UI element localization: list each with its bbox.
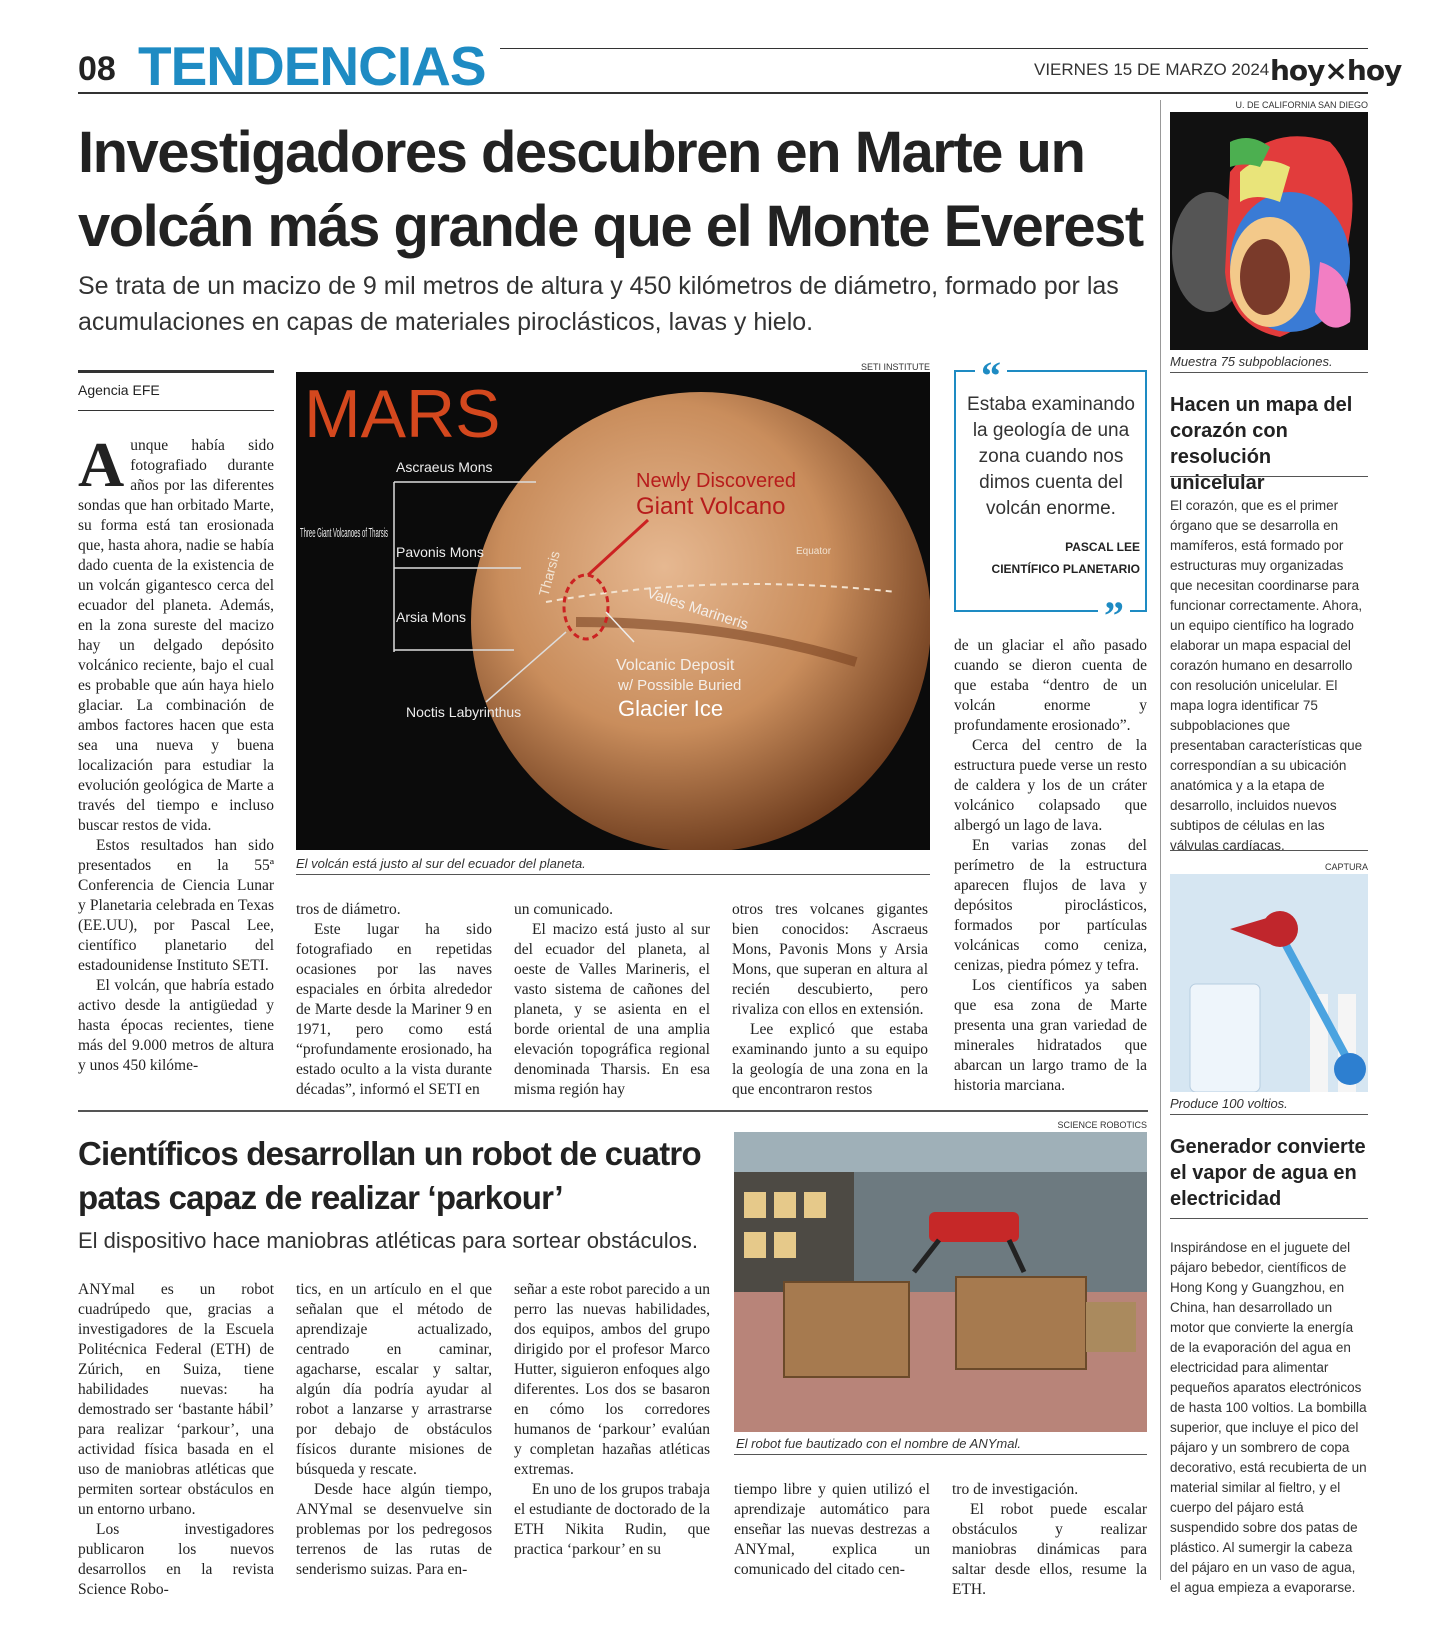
paragraph: Cerca del centro de la estructura puede verse un resto de caldera y los de un cráter volcánico colapsado que albergó un lago de lava.	[954, 737, 1147, 834]
sidebar-rule	[1170, 476, 1368, 477]
paragraph: El volcán, que habría estado activo desde la antigüedad y hasta épocas recientes, tiene más del 9.000 metros de altura y unos 450 kilóme-	[78, 977, 274, 1074]
issue-date: VIERNES 15 DE MARZO 2024	[1034, 60, 1270, 79]
mars-illustration	[296, 372, 930, 850]
paragraph: tros de diámetro.	[296, 901, 401, 918]
paragraph: En uno de los grupos trabaja el estudiante de doctorado de la ETH Nikita Rudin, que practica ‘parkour’ en su	[514, 1481, 710, 1558]
sidebar-body-2: Inspirándose en el juguete del pájaro bebedor, científicos de Hong Kong y Guangzhou, en China, han desarrollado un motor que convierte la energía de la evaporación del agua en electricidad para alimentar pequeños aparatos electrónicos de hasta 100 voltios. La bombilla superior, que incluye el pico del pájaro y un sombrero de copa decorativo, está recubierta de un material similar al fieltro, y el cuerpo del pájaro está suspendido sobre dos patas de plástico. Al sumergir la cabeza del pájaro en un vaso de agua, el agua empieza a evaporarse.	[1170, 1240, 1367, 1595]
drop-cap: A	[78, 429, 125, 500]
label-new-2: Giant Volcano	[636, 493, 786, 520]
robot-column-5	[952, 1480, 1147, 1600]
main-column-2	[296, 900, 492, 1100]
robot-column-1	[78, 1280, 274, 1600]
byline-rule	[78, 370, 274, 373]
page-number: 08	[78, 50, 116, 88]
label-deposit-3: Glacier Ice	[618, 696, 724, 721]
byline: Agencia EFE	[78, 382, 160, 398]
bird-generator-illustration	[1170, 874, 1368, 1092]
photo-caption: El volcán está justo al sur del ecuador del planeta.	[296, 856, 586, 871]
sidebar-rule	[1170, 1114, 1368, 1115]
mars-photo	[296, 372, 930, 850]
photo-credit: SETI INSTITUTE	[860, 362, 930, 372]
sidebar-caption-2: Produce 100 voltios.	[1170, 1096, 1288, 1111]
main-column-5	[954, 636, 1147, 1096]
robot-photo-credit: SCIENCE ROBOTICS	[1057, 1120, 1147, 1130]
label-pavonis: Pavonis Mons	[396, 544, 484, 560]
paragraph: tiempo libre y quien utilizó el aprendizaje automático para enseñar las nuevas destrezas a ANYmal, explica un comunicado del citado cen-	[734, 1481, 930, 1578]
label-noctis: Noctis Labyrinthus	[406, 704, 522, 720]
sidebar-title-2: Generador convierte el vapor de agua en electricidad	[1170, 1136, 1366, 1210]
sidebar-rule	[1170, 372, 1368, 373]
header-rule	[500, 48, 1368, 49]
main-column-4	[732, 900, 928, 1100]
heart-map-image	[1170, 112, 1368, 350]
caption-rule	[296, 874, 930, 875]
story-divider	[78, 1110, 1148, 1112]
label-arsia: Arsia Mons	[396, 609, 467, 625]
label-deposit-1: Volcanic Deposit	[616, 657, 735, 674]
paragraph: Lee explicó que estaba examinando junto a su equipo la geología de una zona en la que encontraron restos	[732, 1021, 928, 1098]
sidebar-caption-1: Muestra 75 subpoblaciones.	[1170, 354, 1333, 369]
label-new-1: Newly Discovered	[636, 470, 797, 492]
robot-caption-rule	[734, 1454, 1147, 1455]
main-headline: Investigadores descubren en Marte un volcán más grande que el Monte Everest	[78, 120, 1143, 259]
main-column-1	[78, 429, 274, 1076]
sidebar-credit-2: CAPTURA	[1324, 862, 1368, 872]
main-dek: Se trata de un macizo de 9 mil metros de altura y 450 kilómetros de diámetro, formado por las acumulaciones en capas de materiales piroclásticos, lavas y hielo.	[78, 272, 1119, 336]
paragraph: otros tres volcanes gigantes bien conocidos: Ascraeus Mons, Pavonis Mons y Arsia Mons, que superan en altura al recién descubierto, pero rivaliza con ellos en extensión.	[732, 901, 928, 1018]
paragraph: tro de investigación.	[952, 1481, 1079, 1498]
label-valles: Valles Marineris	[644, 584, 751, 634]
label-three-volcanoes: Three Giant Volcanoes of Tharsis	[300, 525, 389, 540]
paragraph: Estos resultados han sido presentados en la 55ª Conferencia de Ciencia Lunar y Planetaria celebrada en Texas (EE.UU), por Pascal Lee, científico planetario del estadounidense Instituto SETI.	[78, 837, 274, 974]
paragraph: un comunicado.	[514, 901, 614, 918]
pull-quote: Estaba examinando la geología de una zona cuando nos dimos cuenta del volcán enorme.	[967, 394, 1135, 519]
mars-planet	[471, 392, 930, 850]
paragraph: señar a este robot parecido a un perro las nuevas habilidades, dos equipos, ambos del grupo dirigido por el profesor Marco Hutter, siguieron enfoques algo diferentes. Los dos se basaron en cómo los corredores humanos de ‘parkour’ evalúan y completan hazañas atléticas extremas.	[514, 1281, 710, 1478]
robot-scene	[734, 1132, 1147, 1432]
paragraph: Este lugar ha sido fotografiado en repetidas ocasiones por las naves espaciales en órbita alrededor de Marte desde la Mariner 9 en 1971, pero como está “profundamente erosionado, ha estado oculto a la vista durante décadas”, informó el SETI en	[296, 921, 492, 1098]
sidebar-body-1: El corazón, que es el primer órgano que se desarrolla en mamíferos, está formado por estructuras muy organizadas que necesitan coordinarse para funcionar correctamente. Ahora, un equipo científico ha logrado elaborar un mapa espacial del corazón humano en desarrollo con resolución unicelular. El mapa logra identificar 75 subpoblaciones que presentaban características que correspondían a su ubicación anatómica y a la etapa de desarrollo, incluidos nuevos subtipos de células en las válvulas cardíacas.	[1170, 498, 1363, 853]
paragraph: El macizo está justo al sur del ecuador del planeta, al oeste de Valles Marineris, el vasto sistema de cañones del planeta, y se asienta en el borde oriental de una amplia elevación topográfica regional denominada Tharsis. En esa misma región hay	[514, 921, 710, 1098]
close-quote-icon: ”	[1098, 592, 1130, 639]
robot-dek: El dispositivo hace maniobras atléticas para sortear obstáculos.	[78, 1228, 698, 1253]
paragraph: Los investigadores publicaron los nuevos desarrollos en la revista Science Robo-	[78, 1521, 274, 1598]
paragraph: Los científicos ya saben que esa zona de Marte presenta una gran variedad de minerales hidratados que abarcan un largo tramo de la historia marciana.	[954, 977, 1147, 1094]
paragraph: unque había sido fotografiado durante años por las diferentes sondas que han orbitado Marte, su forma está tan erosionada que, hasta ahora, nadie se había dado cuenta de la existencia de un volcán gigantesco cerca del ecuador del planeta. Además, en la zona sureste del macizo hay un delgado depósito volcánico reciente, bajo el cual es probable que aún haya hielo glaciar. La combinación de ambos factores hacen que esta sea una nueva y buena localización para estudiar la evolución geológica de Marte a través del tiempo e incluso buscar restos de vida.	[78, 437, 274, 834]
sidebar-rule	[1170, 850, 1368, 851]
main-column-3	[514, 900, 710, 1100]
section-title: TENDENCIAS	[138, 35, 486, 97]
quote-name: PASCAL LEE	[1065, 540, 1140, 554]
header-bottom-rule	[78, 92, 1368, 94]
paragraph: En varias zonas del perímetro de la estructura aparecen flujos de lava y depósitos piroclásticos, formados por partículas volcánicas como ceniza, cenizas, piedra pómez y tefra.	[954, 837, 1147, 974]
paragraph: Desde hace algún tiempo, ANYmal se desenvuelve sin problemas por los pedregosos terrenos de las rutas de senderismo suizas. Para en-	[296, 1481, 492, 1578]
robot-column-3	[514, 1280, 710, 1560]
robot-headline: Científicos desarrollan un robot de cuatro patas capaz de realizar ‘parkour’	[78, 1135, 701, 1216]
sidebar-title-1: Hacen un mapa del corazón con resolución unicelular	[1170, 394, 1353, 494]
sidebar-divider	[1160, 100, 1161, 1580]
paragraph: El robot puede escalar obstáculos y realizar maniobras dinámicas para saltar desde ellos, resume la ETH.	[952, 1501, 1147, 1598]
label-ascraeus: Ascraeus Mons	[396, 459, 493, 475]
paragraph: ANYmal es un robot cuadrúpedo que, gracias a investigadores de la Escuela Politécnica Federal (ETH) de Zúrich, en Suiza, tiene habilidades nuevas: ha demostrado ser ‘bastante hábil’ para realizar ‘parkour’, una actividad física basada en el uso de maniobras atléticas que permiten sortear obstáculos en un entorno urbano.	[78, 1281, 274, 1518]
bird-generator-image	[1170, 874, 1368, 1092]
newspaper-logo: hoy×hoy	[1270, 54, 1402, 87]
robot-photo	[734, 1132, 1147, 1432]
label-equator: Equator	[796, 546, 832, 557]
robot-column-2	[296, 1280, 492, 1580]
mars-title: MARS	[304, 376, 501, 452]
paragraph: de un glaciar el año pasado cuando se dieron cuenta de que estaba “dentro de un volcán enorme y profundamente erosionado”.	[954, 637, 1147, 734]
sidebar-credit-1: U. DE CALIFORNIA SAN DIEGO	[1235, 100, 1368, 110]
label-tharsis: Tharsis	[535, 549, 563, 598]
byline-rule-bottom	[78, 410, 274, 411]
robot-photo-caption: El robot fue bautizado con el nombre de ANYmal.	[736, 1436, 1021, 1451]
label-deposit-2: w/ Possible Buried	[618, 677, 742, 694]
quote-role: CIENTÍFICO PLANETARIO	[991, 562, 1140, 576]
open-quote-icon: “	[975, 352, 1007, 399]
robot-column-4	[734, 1480, 930, 1580]
quote-attribution	[960, 536, 1140, 580]
paragraph: tics, en un artículo en el que señalan que el método de aprendizaje actualizado, centrado en caminar, agacharse, escalar y saltar, algún día podría ayudar al robot a lanzarse y arrastrarse por debajo de obstáculos físicos durante misiones de búsqueda y rescate.	[296, 1281, 492, 1478]
sidebar-rule	[1170, 1218, 1368, 1219]
heart-map-illustration	[1170, 112, 1368, 350]
